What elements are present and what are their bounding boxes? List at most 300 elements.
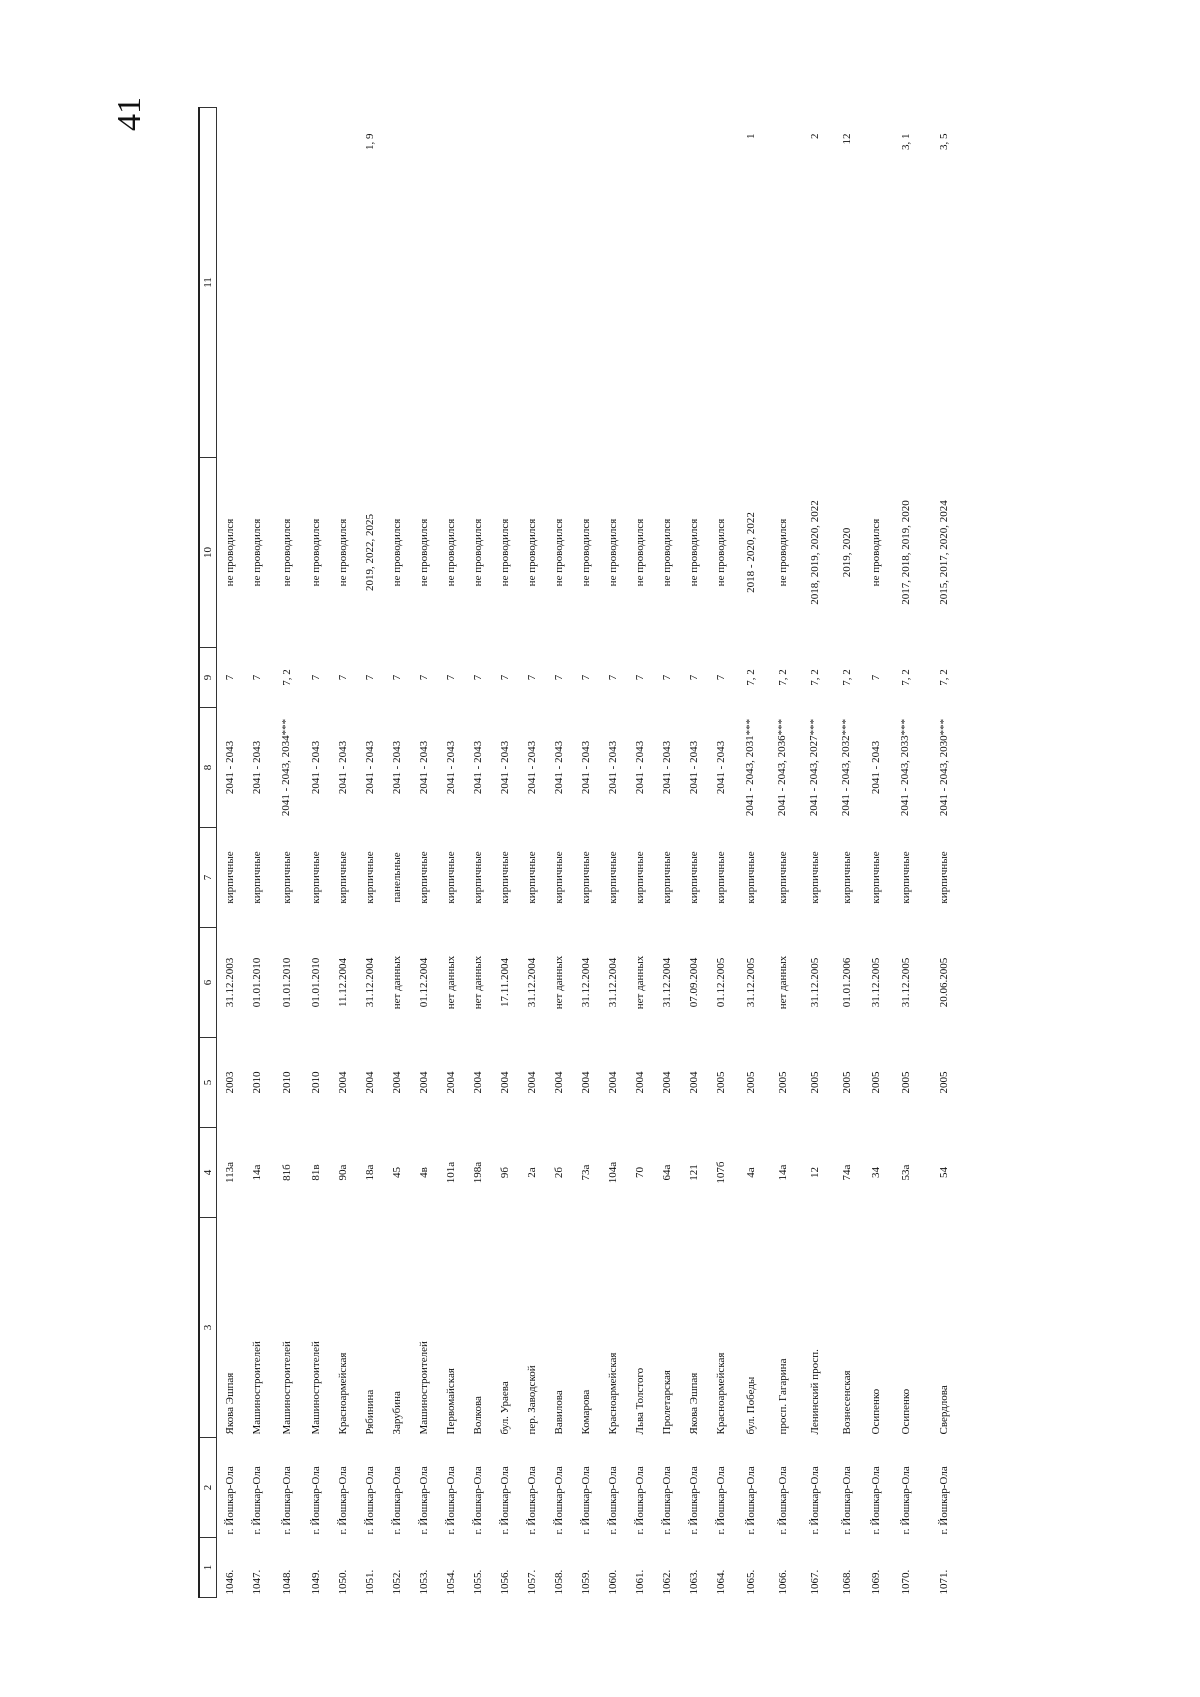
- column-header: 11: [199, 108, 217, 458]
- note-cell: [438, 108, 465, 458]
- column-header: 3: [199, 1218, 217, 1438]
- build-year-cell: 2004: [337, 1071, 349, 1094]
- street-cell: Пролетарская: [661, 1370, 673, 1435]
- row-number-cell: 1069.: [870, 1569, 882, 1595]
- commission-date-cell: 31.12.2005: [744, 957, 757, 1008]
- work-type-cell: 7: [310, 674, 322, 681]
- house-number-cell: 9б: [499, 1166, 511, 1179]
- table-row: [708, 108, 735, 1598]
- work-type-cell: 7, 2: [280, 669, 293, 686]
- city-cell: г. Йошкар-Ола: [715, 1466, 727, 1535]
- repair-years-cell: не проводился: [472, 518, 484, 587]
- city-cell: г. Йошкар-Ола: [553, 1466, 565, 1535]
- commission-date-cell: 31.12.2005: [899, 957, 912, 1008]
- street-cell: Волкова: [472, 1396, 484, 1435]
- street-cell: Осипенко: [870, 1388, 882, 1435]
- city-cell: г. Йошкар-Ола: [661, 1466, 673, 1535]
- commission-date-cell: нет данных: [472, 955, 484, 1010]
- commission-date-cell: 20.06.2005: [938, 957, 950, 1008]
- repair-years-cell: не проводился: [391, 518, 403, 587]
- work-type-cell: 7, 2: [744, 669, 757, 686]
- wall-material-cell: кирпичные: [280, 851, 293, 904]
- commission-date-cell: 31.12.2005: [808, 957, 821, 1008]
- wall-material-cell: кирпичные: [499, 851, 511, 904]
- house-number-cell: 121: [688, 1164, 700, 1181]
- build-year-cell: 2005: [776, 1071, 789, 1094]
- work-type-cell: 7, 2: [840, 669, 853, 686]
- repair-period-cell: 2041 - 2043: [687, 740, 700, 795]
- city-cell: г. Йошкар-Ола: [744, 1466, 757, 1535]
- street-cell: Зарубина: [391, 1391, 403, 1435]
- row-number-cell: 1059.: [580, 1569, 592, 1595]
- table-row: [217, 108, 244, 1598]
- table-row: [271, 108, 303, 1598]
- house-number-cell: 104а: [607, 1161, 619, 1184]
- work-type-cell: 7: [472, 674, 484, 681]
- repair-years-cell: не проводился: [715, 518, 727, 587]
- table-row: [735, 108, 767, 1598]
- wall-material-cell: кирпичные: [715, 851, 727, 904]
- street-cell: Комарова: [580, 1389, 592, 1435]
- house-number-cell: 18а: [364, 1164, 376, 1181]
- repair-period-cell: 2041 - 2043: [336, 740, 349, 795]
- street-cell: Льва Толстого: [634, 1367, 646, 1435]
- build-year-cell: 2005: [808, 1071, 821, 1094]
- house-number-cell: 74а: [840, 1164, 853, 1181]
- note-cell: [573, 108, 600, 458]
- commission-date-cell: 31.12.2004: [526, 957, 538, 1008]
- note-cell: [767, 108, 799, 458]
- house-number-cell: 198а: [472, 1161, 484, 1184]
- house-number-cell: 73а: [580, 1164, 592, 1181]
- wall-material-cell: кирпичные: [337, 851, 349, 904]
- row-number-cell: 1047.: [251, 1569, 263, 1595]
- rotated-page-content: [198, 108, 1198, 1598]
- commission-date-cell: нет данных: [391, 955, 403, 1010]
- table-row: [411, 108, 438, 1598]
- work-type-cell: 7: [580, 674, 592, 681]
- row-number-cell: 1051.: [364, 1569, 376, 1595]
- table-row: [654, 108, 681, 1598]
- street-cell: бул. Ураева: [499, 1381, 511, 1435]
- repair-period-cell: 2041 - 2043: [633, 740, 646, 795]
- build-year-cell: 2004: [472, 1071, 484, 1094]
- street-cell: Вавилова: [553, 1390, 565, 1435]
- repair-years-cell: 2018, 2019, 2020, 2022: [808, 500, 821, 605]
- repair-years-cell: не проводился: [634, 518, 646, 587]
- note-cell: [411, 108, 438, 458]
- house-number-cell: 14а: [251, 1164, 263, 1181]
- work-type-cell: 7: [499, 674, 511, 681]
- row-number-cell: 1055.: [472, 1569, 484, 1595]
- table-row: [863, 108, 890, 1598]
- house-number-cell: 53а: [899, 1164, 912, 1181]
- row-number-cell: 1066.: [776, 1569, 789, 1595]
- commission-date-cell: 17.11.2004: [499, 957, 511, 1008]
- commission-date-cell: 01.01.2010: [310, 957, 322, 1008]
- city-cell: г. Йошкар-Ола: [634, 1466, 646, 1535]
- wall-material-cell: кирпичные: [744, 851, 757, 904]
- column-header: 10: [199, 458, 217, 648]
- repair-period-cell: 2041 - 2043, 2027***: [808, 718, 820, 817]
- house-number-cell: 2а: [526, 1167, 538, 1178]
- build-year-cell: 2005: [870, 1071, 882, 1094]
- house-number-cell: 64а: [661, 1164, 673, 1181]
- repair-period-cell: 2041 - 2043, 2031***: [744, 718, 756, 817]
- wall-material-cell: кирпичные: [553, 851, 565, 904]
- commission-date-cell: 11.12.2004: [337, 957, 349, 1008]
- wall-material-cell: кирпичные: [580, 851, 592, 904]
- column-header: 2: [199, 1438, 217, 1538]
- house-number-cell: 101а: [445, 1161, 457, 1184]
- house-number-cell: 107б: [715, 1161, 727, 1184]
- note-cell: 2: [808, 133, 821, 139]
- commission-date-cell: 31.12.2003: [224, 957, 237, 1008]
- city-cell: г. Йошкар-Ола: [776, 1466, 789, 1535]
- table-row: [600, 108, 627, 1598]
- table-row: [922, 108, 967, 1598]
- city-cell: г. Йошкар-Ола: [445, 1466, 457, 1535]
- build-year-cell: 2004: [607, 1071, 619, 1094]
- repair-years-cell: 2019, 2022, 2025: [364, 514, 376, 591]
- work-type-cell: 7: [224, 674, 237, 681]
- street-cell: Машиностроителей: [310, 1341, 322, 1435]
- build-year-cell: 2004: [364, 1071, 376, 1094]
- city-cell: г. Йошкар-Ола: [808, 1466, 821, 1535]
- city-cell: г. Йошкар-Ола: [472, 1466, 484, 1535]
- column-header: 6: [199, 928, 217, 1038]
- wall-material-cell: кирпичные: [310, 851, 322, 904]
- note-cell: [519, 108, 546, 458]
- street-cell: Якова Эшпая: [688, 1372, 700, 1435]
- repair-years-cell: не проводился: [870, 518, 882, 587]
- table-row: [303, 108, 330, 1598]
- repair-years-cell: 2015, 2017, 2020, 2024: [938, 500, 950, 605]
- city-cell: г. Йошкар-Ола: [280, 1466, 293, 1535]
- wall-material-cell: кирпичные: [938, 851, 950, 904]
- repair-period-cell: 2041 - 2043: [579, 740, 592, 795]
- commission-date-cell: 01.01.2010: [280, 957, 293, 1008]
- wall-material-cell: кирпичные: [224, 851, 237, 904]
- build-year-cell: 2004: [688, 1071, 700, 1094]
- house-number-cell: 12: [808, 1167, 821, 1178]
- street-cell: Красноармейская: [337, 1352, 349, 1435]
- city-cell: г. Йошкар-Ола: [607, 1466, 619, 1535]
- build-year-cell: 2004: [580, 1071, 592, 1094]
- column-header: 5: [199, 1038, 217, 1128]
- street-cell: Якова Эшпая: [224, 1372, 237, 1435]
- table-row: [384, 108, 411, 1598]
- house-number-cell: 2б: [553, 1166, 565, 1179]
- note-cell: [627, 108, 654, 458]
- repair-period-cell: 2041 - 2043, 2033***: [899, 718, 911, 817]
- house-number-cell: 70: [634, 1167, 646, 1178]
- city-cell: г. Йошкар-Ола: [899, 1466, 912, 1535]
- repair-years-cell: не проводился: [337, 518, 349, 587]
- commission-date-cell: 31.12.2004: [580, 957, 592, 1008]
- repair-years-cell: не проводился: [526, 518, 538, 587]
- repair-years-cell: не проводился: [251, 518, 263, 587]
- table-row: [492, 108, 519, 1598]
- row-number-cell: 1065.: [744, 1569, 757, 1595]
- wall-material-cell: кирпичные: [607, 851, 619, 904]
- house-number-cell: 81б: [280, 1164, 293, 1181]
- repair-period-cell: 2041 - 2043: [660, 740, 673, 795]
- column-header: 1: [199, 1538, 217, 1598]
- street-cell: Машиностроителей: [418, 1341, 430, 1435]
- build-year-cell: 2004: [499, 1071, 511, 1094]
- table-row: [890, 108, 922, 1598]
- repair-years-cell: не проводился: [607, 518, 619, 587]
- row-number-cell: 1062.: [661, 1569, 673, 1595]
- row-number-cell: 1061.: [634, 1569, 646, 1595]
- housing-register-table: [198, 107, 967, 1598]
- build-year-cell: 2004: [634, 1071, 646, 1094]
- city-cell: г. Йошкар-Ола: [310, 1466, 322, 1535]
- repair-years-cell: не проводился: [310, 518, 322, 587]
- note-cell: [271, 108, 303, 458]
- table-row: [244, 108, 271, 1598]
- work-type-cell: 7: [391, 674, 403, 681]
- city-cell: г. Йошкар-Ола: [688, 1466, 700, 1535]
- commission-date-cell: 31.12.2004: [607, 957, 619, 1008]
- row-number-cell: 1064.: [715, 1569, 727, 1595]
- note-cell: 1: [744, 133, 757, 139]
- build-year-cell: 2005: [715, 1071, 727, 1094]
- repair-years-cell: не проводился: [418, 518, 430, 587]
- commission-date-cell: 01.01.2010: [251, 957, 263, 1008]
- work-type-cell: 7: [661, 674, 673, 681]
- repair-period-cell: 2041 - 2043: [444, 740, 457, 795]
- city-cell: г. Йошкар-Ола: [337, 1466, 349, 1535]
- street-cell: Красноармейская: [607, 1352, 619, 1435]
- build-year-cell: 2005: [840, 1071, 853, 1094]
- city-cell: г. Йошкар-Ола: [364, 1466, 376, 1535]
- wall-material-cell: панельные: [391, 852, 403, 903]
- note-cell: [465, 108, 492, 458]
- work-type-cell: 7: [418, 674, 430, 681]
- house-number-cell: 113а: [224, 1162, 237, 1183]
- table-row: [799, 108, 831, 1598]
- build-year-cell: 2004: [553, 1071, 565, 1094]
- table-body: [217, 108, 967, 1598]
- repair-years-cell: не проводился: [661, 518, 673, 587]
- build-year-cell: 2010: [310, 1071, 322, 1094]
- work-type-cell: 7: [364, 674, 376, 681]
- wall-material-cell: кирпичные: [661, 851, 673, 904]
- street-cell: Рябинина: [364, 1389, 376, 1435]
- note-cell: 1, 9: [364, 133, 376, 150]
- row-number-cell: 1068.: [840, 1569, 853, 1595]
- build-year-cell: 2004: [526, 1071, 538, 1094]
- table-row: [438, 108, 465, 1598]
- house-number-cell: 45: [391, 1167, 403, 1178]
- table-row: [681, 108, 708, 1598]
- note-cell: [863, 108, 890, 458]
- city-cell: г. Йошкар-Ола: [840, 1466, 853, 1535]
- street-cell: Осипенко: [899, 1388, 912, 1435]
- commission-date-cell: 01.12.2004: [418, 957, 430, 1008]
- repair-period-cell: 2041 - 2043: [471, 740, 484, 795]
- city-cell: г. Йошкар-Ола: [938, 1466, 950, 1535]
- build-year-cell: 2010: [280, 1071, 293, 1094]
- row-number-cell: 1057.: [526, 1569, 538, 1595]
- repair-years-cell: не проводился: [776, 518, 789, 587]
- note-cell: [654, 108, 681, 458]
- note-cell: [546, 108, 573, 458]
- city-cell: г. Йошкар-Ола: [870, 1466, 882, 1535]
- wall-material-cell: кирпичные: [418, 851, 430, 904]
- work-type-cell: 7, 2: [776, 669, 789, 686]
- work-type-cell: 7: [607, 674, 619, 681]
- row-number-cell: 1053.: [418, 1569, 430, 1595]
- wall-material-cell: кирпичные: [634, 851, 646, 904]
- column-header: 4: [199, 1128, 217, 1218]
- note-cell: 3, 1: [899, 133, 912, 150]
- column-header: 7: [199, 828, 217, 928]
- street-cell: пер. Заводской: [526, 1365, 538, 1435]
- row-number-cell: 1049.: [310, 1569, 322, 1595]
- repair-period-cell: 2041 - 2043: [714, 740, 727, 795]
- street-cell: Вознесенская: [840, 1370, 853, 1435]
- row-number-cell: 1060.: [607, 1569, 619, 1595]
- build-year-cell: 2005: [899, 1071, 912, 1094]
- row-number-cell: 1052.: [391, 1569, 403, 1595]
- repair-period-cell: 2041 - 2043: [390, 740, 403, 795]
- city-cell: г. Йошкар-Ола: [224, 1466, 237, 1535]
- repair-period-cell: 2041 - 2043: [309, 740, 322, 795]
- note-cell: [244, 108, 271, 458]
- work-type-cell: 7: [715, 674, 727, 681]
- wall-material-cell: кирпичные: [840, 851, 853, 904]
- street-cell: Первомайская: [445, 1368, 457, 1435]
- work-type-cell: 7: [688, 674, 700, 681]
- city-cell: г. Йошкар-Ола: [391, 1466, 403, 1535]
- repair-period-cell: 2041 - 2043: [417, 740, 430, 795]
- commission-date-cell: 31.12.2004: [661, 957, 673, 1008]
- wall-material-cell: кирпичные: [808, 851, 821, 904]
- wall-material-cell: кирпичные: [526, 851, 538, 904]
- table-row: [357, 108, 384, 1598]
- street-cell: Свердлова: [938, 1385, 950, 1435]
- build-year-cell: 2004: [445, 1071, 457, 1094]
- commission-date-cell: нет данных: [634, 955, 646, 1010]
- row-number-cell: 1048.: [280, 1569, 293, 1595]
- build-year-cell: 2004: [391, 1071, 403, 1094]
- row-number-cell: 1056.: [499, 1569, 511, 1595]
- house-number-cell: 90а: [337, 1164, 349, 1181]
- build-year-cell: 2005: [744, 1071, 757, 1094]
- repair-period-cell: 2041 - 2043: [250, 740, 263, 795]
- street-cell: просп. Гагарина: [776, 1358, 789, 1435]
- repair-years-cell: не проводился: [224, 518, 237, 587]
- house-number-cell: 34: [870, 1167, 882, 1178]
- build-year-cell: 2003: [224, 1071, 237, 1094]
- repair-years-cell: не проводился: [580, 518, 592, 587]
- wall-material-cell: кирпичные: [899, 851, 912, 904]
- table-row: [831, 108, 863, 1598]
- repair-years-cell: не проводился: [688, 518, 700, 587]
- work-type-cell: 7: [445, 674, 457, 681]
- column-number-header-row: [199, 108, 217, 1598]
- commission-date-cell: 31.12.2004: [364, 957, 376, 1008]
- house-number-cell: 4а: [744, 1167, 757, 1178]
- city-cell: г. Йошкар-Ола: [499, 1466, 511, 1535]
- note-cell: [330, 108, 357, 458]
- work-type-cell: 7: [337, 674, 349, 681]
- repair-period-cell: 2041 - 2043: [498, 740, 511, 795]
- work-type-cell: 7: [251, 674, 263, 681]
- work-type-cell: 7, 2: [808, 669, 821, 686]
- table-row: [330, 108, 357, 1598]
- build-year-cell: 2004: [661, 1071, 673, 1094]
- repair-years-cell: 2019, 2020: [840, 527, 853, 578]
- commission-date-cell: нет данных: [553, 955, 565, 1010]
- repair-period-cell: 2041 - 2043: [869, 740, 882, 795]
- wall-material-cell: кирпичные: [870, 851, 882, 904]
- column-header: 8: [199, 708, 217, 828]
- work-type-cell: 7: [870, 674, 882, 681]
- row-number-cell: 1050.: [337, 1569, 349, 1595]
- repair-years-cell: не проводился: [553, 518, 565, 587]
- table-row: [767, 108, 799, 1598]
- wall-material-cell: кирпичные: [688, 851, 700, 904]
- table-row: [573, 108, 600, 1598]
- city-cell: г. Йошкар-Ола: [251, 1466, 263, 1535]
- city-cell: г. Йошкар-Ола: [580, 1466, 592, 1535]
- table-row: [627, 108, 654, 1598]
- column-header: 9: [199, 648, 217, 708]
- repair-period-cell: 2041 - 2043: [552, 740, 565, 795]
- repair-years-cell: не проводился: [499, 518, 511, 587]
- work-type-cell: 7, 2: [899, 669, 912, 686]
- street-cell: Ленинский просп.: [808, 1349, 821, 1435]
- commission-date-cell: 07.09.2004: [688, 957, 700, 1008]
- note-cell: [600, 108, 627, 458]
- repair-years-cell: не проводился: [280, 518, 293, 587]
- repair-period-cell: 2041 - 2043, 2032***: [840, 718, 852, 817]
- note-cell: 12: [840, 133, 853, 145]
- note-cell: 3, 5: [938, 133, 950, 150]
- work-type-cell: 7: [634, 674, 646, 681]
- commission-date-cell: 01.01.2006: [840, 957, 853, 1008]
- work-type-cell: 7: [526, 674, 538, 681]
- repair-years-cell: 2018 - 2020, 2022: [744, 512, 757, 593]
- commission-date-cell: 31.12.2005: [870, 957, 882, 1008]
- wall-material-cell: кирпичные: [251, 851, 263, 904]
- work-type-cell: 7: [553, 674, 565, 681]
- note-cell: [708, 108, 735, 458]
- repair-period-cell: 2041 - 2043: [606, 740, 619, 795]
- table-row: [465, 108, 492, 1598]
- row-number-cell: 1070.: [899, 1569, 912, 1595]
- repair-period-cell: 2041 - 2043, 2034***: [280, 718, 292, 817]
- build-year-cell: 2004: [418, 1071, 430, 1094]
- row-number-cell: 1071.: [938, 1569, 950, 1595]
- repair-years-cell: не проводился: [445, 518, 457, 587]
- repair-period-cell: 2041 - 2043, 2036***: [776, 718, 788, 817]
- build-year-cell: 2010: [251, 1071, 263, 1094]
- repair-period-cell: 2041 - 2043, 2030***: [937, 718, 950, 817]
- wall-material-cell: кирпичные: [364, 851, 376, 904]
- row-number-cell: 1067.: [808, 1569, 821, 1595]
- street-cell: бул. Победы: [744, 1376, 757, 1435]
- note-cell: [384, 108, 411, 458]
- wall-material-cell: кирпичные: [445, 851, 457, 904]
- row-number-cell: 1046.: [224, 1569, 237, 1595]
- table-row: [519, 108, 546, 1598]
- note-cell: [492, 108, 519, 458]
